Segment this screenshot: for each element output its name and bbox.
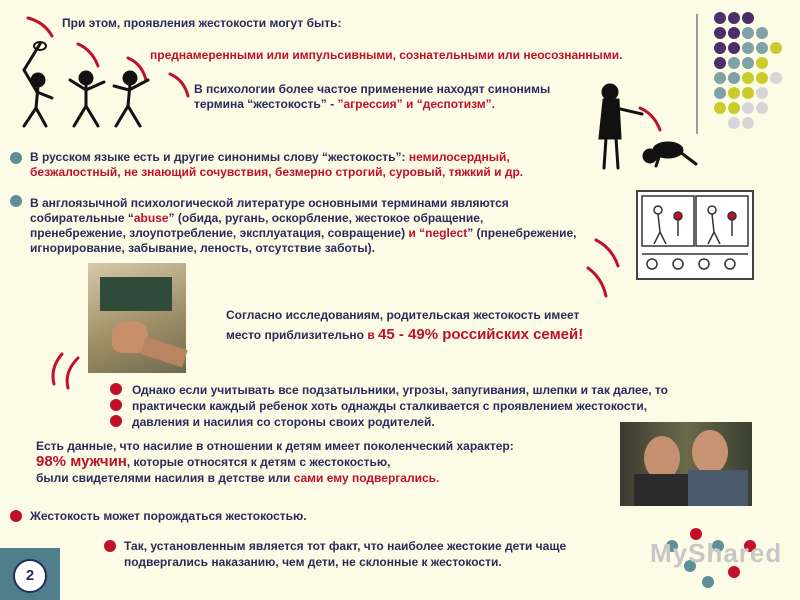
synonyms-terms: ”агрессия” и “деспотизм”.	[337, 97, 495, 111]
russian-synonyms	[30, 150, 523, 180]
synonyms-line1: В психологии более частое применение находят синонимы	[194, 82, 551, 96]
generational-highlight: сами ему подвергались.	[293, 471, 440, 485]
men-photo	[620, 422, 752, 506]
intro-text: При этом, проявления жестокости могут быть:	[62, 16, 342, 30]
arc-mark	[28, 18, 52, 36]
bullet-dot	[10, 195, 22, 207]
bullet-dot	[10, 510, 22, 522]
russian-term: немилосердный,	[408, 150, 510, 164]
however-line2: практически каждый ребенок хоть однажды сталкивается с проявлением жестокости,	[132, 399, 648, 413]
generational-line1: Есть данные, что насилие в отношении к детям имеет поколенческий характер:	[36, 439, 514, 453]
page-number-box	[0, 548, 60, 600]
breeds-text: Жестокость может порождаться жестокостью.	[30, 509, 307, 523]
synonyms-text: термина “жестокость” -	[194, 97, 338, 111]
fighting-figures-illustration	[10, 40, 160, 130]
bullet-dot	[110, 415, 122, 427]
arm-shape	[140, 337, 187, 368]
anglo-and: и “	[408, 226, 426, 240]
however-line3: давления и насилия со стороны своих родителей.	[132, 415, 435, 429]
generational-text: , которые относятся к детям с жестокостью,	[126, 455, 391, 469]
however-line1: Однако если учитывать все подзатыльники, угрозы, запугивания, шлепки и так далее, то	[132, 383, 669, 397]
watermark: MyShared	[650, 538, 783, 568]
anglo-terms	[30, 196, 640, 256]
generational-text: были свидетелями насилия в детстве или	[36, 471, 294, 485]
anglo-line4: игнорирование, забывание, леность, отсутствие заботы).	[30, 241, 375, 255]
shirt-shape	[688, 470, 748, 506]
chalkboard-shape	[100, 277, 172, 311]
bullet-dot	[110, 399, 122, 411]
arc-mark	[67, 358, 78, 388]
research-text: место приблизительно	[226, 328, 368, 342]
fist-photo	[88, 263, 186, 373]
term-abuse: abuse	[133, 211, 169, 225]
research-percent: 45 - 49% российских семей!	[378, 326, 584, 343]
fact-block	[124, 538, 566, 570]
however-block	[132, 382, 668, 430]
arc-mark	[588, 268, 606, 296]
research-in: в	[367, 328, 379, 342]
cruelty-types: преднамеренными или импульсивными, сознательными или неосознанными.	[150, 48, 623, 62]
bullet-dot	[110, 383, 122, 395]
comic-strip-image	[636, 190, 754, 280]
synonyms-line2	[194, 97, 495, 112]
face-shape	[692, 430, 728, 474]
scolding-figures-illustration	[590, 80, 710, 175]
page-number: 2	[13, 559, 47, 593]
research-block	[226, 308, 583, 343]
anglo-text: ” (пренебрежение,	[467, 226, 577, 240]
bullet-dot	[104, 540, 116, 552]
russian-terms-list: безжалостный, не знающий сочувствия, безмерно строгий, суровый, тяжкий и др.	[30, 165, 524, 179]
fact-line1: Так, установленным является тот факт, что наиболее жестокие дети чаще	[124, 539, 567, 553]
arc-mark	[170, 74, 188, 96]
anglo-text: пренебрежение, злоупотребление, эксплуатация, совращение)	[30, 226, 409, 240]
cluster-dot	[702, 576, 714, 588]
arc-mark	[53, 354, 62, 384]
russian-text: В русском языке есть и другие синонимы слову “жестокость”:	[30, 150, 409, 164]
generational-percent: 98% мужчин	[36, 453, 127, 470]
fact-line2: подвергались наказанию, чем дети, не склонные к жестокости.	[124, 555, 502, 569]
anglo-text: ” (обида, ругань, оскорбление, жестокое обращение,	[168, 211, 484, 225]
anglo-text: собирательные “	[30, 211, 134, 225]
term-neglect: neglect	[425, 226, 468, 240]
bullet-dot	[10, 152, 22, 164]
generational-block	[36, 438, 514, 486]
research-line1: Согласно исследованиям, родительская жестокость имеет	[226, 308, 580, 322]
shirt-shape	[634, 474, 688, 506]
anglo-line1: В англоязычной психологической литературе основными терминами являются	[30, 196, 509, 210]
